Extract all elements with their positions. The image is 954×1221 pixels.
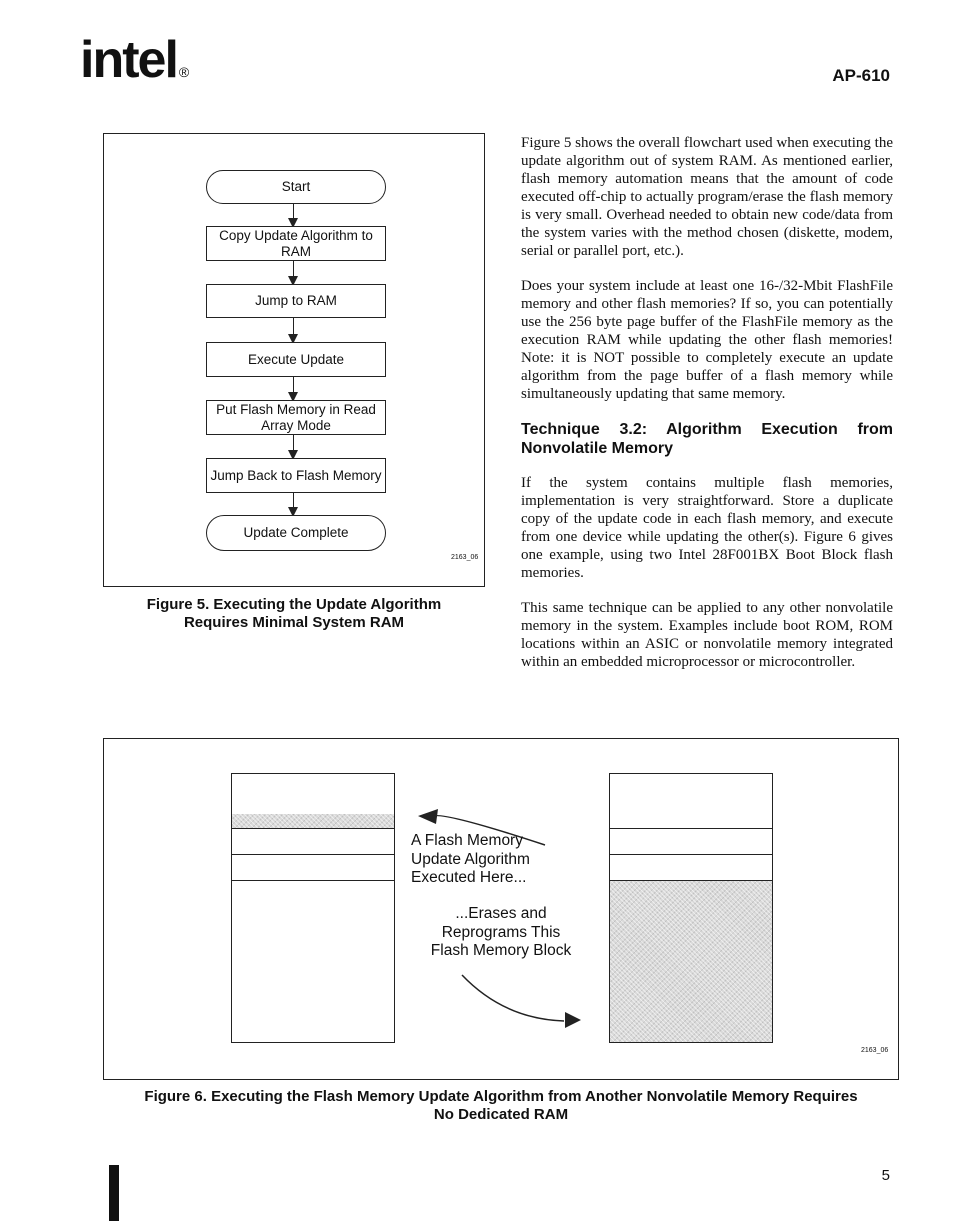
flow-arrow [293,377,294,400]
caption-line: No Dedicated RAM [433,1106,569,1123]
figure-code: 2163_06 [861,1047,889,1054]
lower-curve [462,975,564,1021]
flow-arrow [293,261,294,284]
figure-code: 2163_06 [451,554,479,561]
body-text-column [521,134,893,688]
registered-mark: ® [178,64,188,80]
figure-6-diagram [103,738,899,1080]
flow-copy-algorithm: Copy Update Algorithm to RAM [206,226,386,261]
figure-5-caption [103,596,485,632]
paragraph: Does your system include at least one 16-/32-Mbit FlashFile memory and other flash memories? If so, you can potentially use the 256 byte page buffer of the FlashFile memory as the execution RAM while updating the other flash memories! Note: it is NOT possible to completely execute an update algorithm from the page buffer of a flash memory while simultaneously updating that same memory. [521,278,893,402]
figure-6-caption [103,1088,899,1124]
page-number: 5 [881,1167,890,1184]
document-number: AP-610 [832,66,890,85]
caption-line: Figure 6. Executing the Flash Memory Update Algorithm from Another Nonvolatile Memory Requires [144,1088,858,1105]
flow-jump-to-ram: Jump to RAM [206,284,386,318]
paragraph: If the system contains multiple flash memories, implementation is very straightforward. Store a duplicate copy of the update code in each flash memory, and execute from one device while updating the other(s). Figure 6 gives one example, using two Intel 28F001BX Boot Block flash memories. [521,475,893,581]
note-erases-block: ...Erases and Reprograms This Flash Memory Block [430,905,572,959]
note-executed-here: A Flash Memory Update Algorithm Executed Here... [411,832,530,886]
flow-jump-back: Jump Back to Flash Memory [206,458,386,493]
flow-arrow [293,318,294,342]
intel-logo [80,30,187,90]
logo-text: intel [80,31,177,89]
flow-arrow [293,204,294,226]
flow-read-array-mode: Put Flash Memory in Read Array Mode [206,400,386,435]
change-bar [109,1165,119,1221]
arrowhead-right [565,1012,581,1028]
flow-arrow [293,493,294,515]
paragraph: This same technique can be applied to any other nonvolatile memory in the system. Examples include boot ROM, ROM locations within an ASIC or nonvolatile memory integrated within an embedded microprocessor or microcontroller. [521,600,893,670]
paragraph: Figure 5 shows the overall flowchart used when executing the update algorithm out of system RAM. As mentioned earlier, flash memory automation means that the amount of code executed off-chip to actually program/erase the flash memory is very small. Overhead needed to obtain new code/data from the system varies with the method chosen (diskette, modem, serial or parallel port, etc.). [521,135,893,259]
flow-arrow [293,435,294,458]
flow-update-complete: Update Complete [206,515,386,551]
figure-5-flowchart [103,133,485,587]
arrowhead-left [418,809,438,824]
flow-start: Start [206,170,386,204]
section-heading: Technique 3.2: Algorithm Execution from Nonvolatile Memory [521,421,893,457]
flow-execute-update: Execute Update [206,342,386,377]
caption-line: Requires Minimal System RAM [183,614,405,631]
caption-line: Figure 5. Executing the Update Algorithm [146,596,442,613]
